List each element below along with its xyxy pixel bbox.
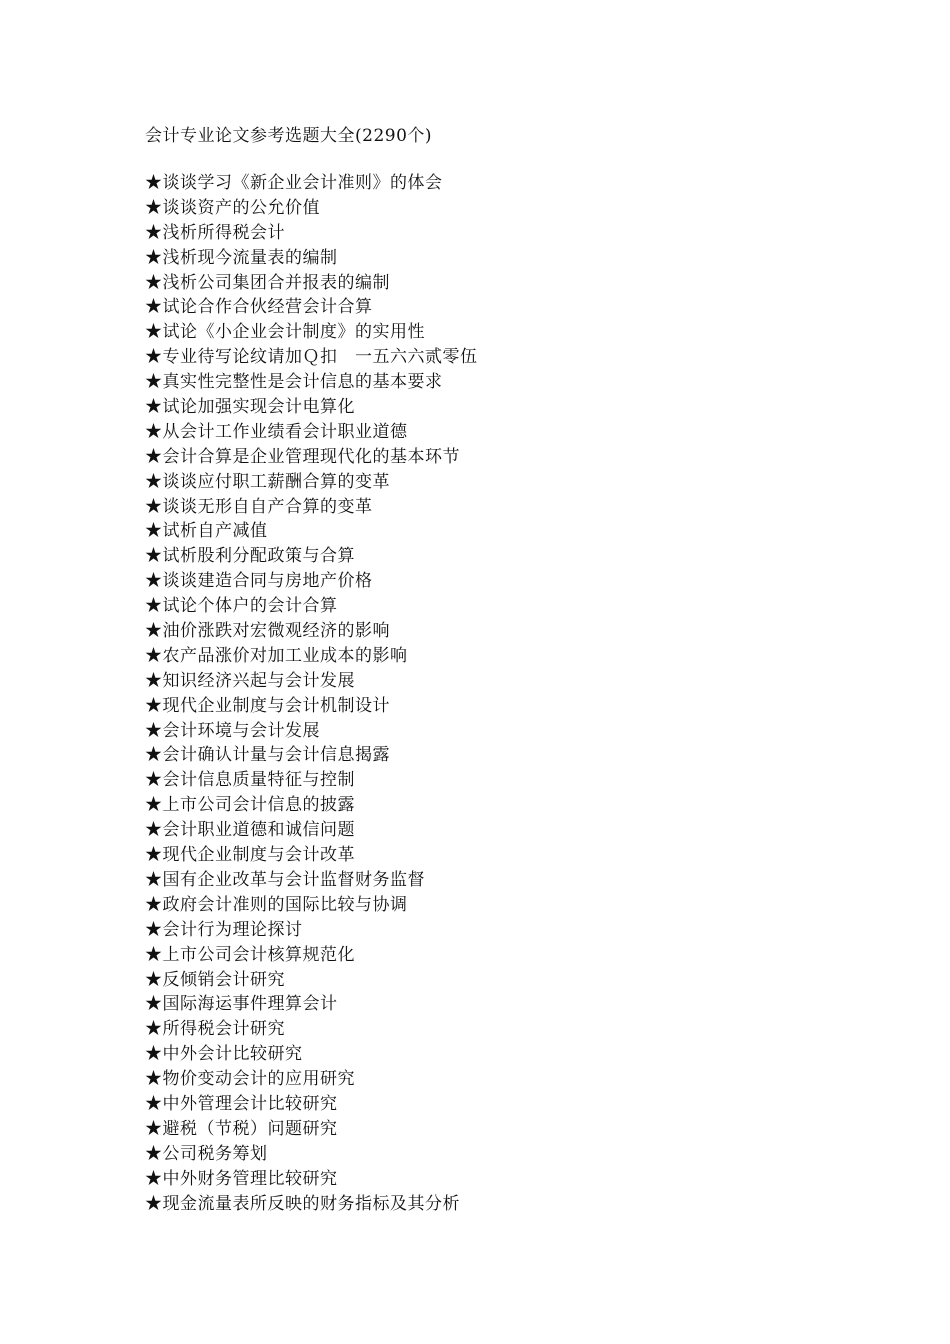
topic-text: 公司税务筹划 xyxy=(162,1143,268,1164)
star-bullet-icon: ★ xyxy=(145,745,163,766)
topic-item xyxy=(145,694,478,719)
topic-text: 所得税会计研究 xyxy=(162,1019,285,1040)
topic-text: 会计合算是企业管理现代化的基本环节 xyxy=(162,446,460,467)
topic-item xyxy=(145,295,478,320)
star-bullet-icon: ★ xyxy=(145,546,163,567)
star-bullet-icon: ★ xyxy=(145,347,163,368)
star-bullet-icon: ★ xyxy=(145,944,163,965)
star-bullet-icon: ★ xyxy=(145,372,163,393)
star-bullet-icon: ★ xyxy=(145,173,163,193)
topic-item xyxy=(145,743,478,768)
topic-text: 会计确认计量与会计信息揭露 xyxy=(162,745,390,766)
topic-text: 中外管理会计比较研究 xyxy=(162,1093,338,1114)
star-bullet-icon: ★ xyxy=(145,695,163,716)
star-bullet-icon: ★ xyxy=(145,247,163,268)
topic-item xyxy=(145,644,478,669)
topic-item xyxy=(145,345,478,370)
topic-item xyxy=(145,1042,478,1067)
star-bullet-icon: ★ xyxy=(145,397,163,418)
topic-text: 政府会计准则的国际比较与协调 xyxy=(162,894,408,915)
star-bullet-icon: ★ xyxy=(145,621,163,642)
topic-item xyxy=(145,495,478,520)
topic-item xyxy=(145,1192,478,1217)
topic-item xyxy=(145,843,478,868)
topic-text: 现金流量表所反映的财务指标及其分析 xyxy=(162,1193,460,1214)
star-bullet-icon: ★ xyxy=(145,1143,163,1164)
star-bullet-icon: ★ xyxy=(145,322,163,343)
topic-text: 试论《小企业会计制度》的实用性 xyxy=(162,322,425,343)
topic-item xyxy=(145,818,478,843)
topic-text: 物价变动会计的应用研究 xyxy=(162,1069,355,1090)
topic-text: 谈谈应付职工薪酬合算的变革 xyxy=(162,471,390,492)
star-bullet-icon: ★ xyxy=(145,1093,163,1114)
topic-item xyxy=(145,1167,478,1192)
topic-item xyxy=(145,420,478,445)
topic-item xyxy=(145,1092,478,1117)
star-bullet-icon: ★ xyxy=(145,1019,163,1040)
topic-item xyxy=(145,1017,478,1042)
star-bullet-icon: ★ xyxy=(145,272,163,293)
topic-item xyxy=(145,1067,478,1092)
topic-item xyxy=(145,271,478,296)
star-bullet-icon: ★ xyxy=(145,645,163,666)
topic-text: 谈谈建造合同与房地产价格 xyxy=(162,571,373,592)
star-bullet-icon: ★ xyxy=(145,521,163,542)
star-bullet-icon: ★ xyxy=(145,496,163,517)
topic-item xyxy=(145,594,478,619)
star-bullet-icon: ★ xyxy=(145,446,163,467)
topic-list xyxy=(145,171,478,1216)
topic-text: 油价涨跌对宏微观经济的影响 xyxy=(162,621,390,642)
star-bullet-icon: ★ xyxy=(145,820,163,841)
topic-text: 谈谈无形自自产合算的变革 xyxy=(162,496,373,517)
topic-item xyxy=(145,221,478,246)
topic-text: 试析股利分配政策与合算 xyxy=(162,546,355,567)
topic-item xyxy=(145,544,478,569)
topic-text: 中外财务管理比较研究 xyxy=(162,1168,338,1189)
topic-item xyxy=(145,943,478,968)
star-bullet-icon: ★ xyxy=(145,969,163,990)
document-title: 会计专业论文参考选题大全(2290个) xyxy=(145,126,433,146)
topic-text: 农产品涨价对加工业成本的影响 xyxy=(162,645,408,666)
star-bullet-icon: ★ xyxy=(145,471,163,492)
star-bullet-icon: ★ xyxy=(145,571,163,592)
star-bullet-icon: ★ xyxy=(145,1069,163,1090)
star-bullet-icon: ★ xyxy=(145,869,163,890)
topic-item xyxy=(145,320,478,345)
topic-text: 谈谈资产的公允价值 xyxy=(162,197,320,218)
topic-item xyxy=(145,569,478,594)
star-bullet-icon: ★ xyxy=(145,596,163,617)
topic-item xyxy=(145,893,478,918)
topic-text: 会计环境与会计发展 xyxy=(162,720,320,741)
star-bullet-icon: ★ xyxy=(145,1168,163,1189)
topic-text: 试论合作合伙经营会计合算 xyxy=(162,297,373,318)
topic-text: 浅析所得税会计 xyxy=(162,222,285,243)
topic-text: 真实性完整性是会计信息的基本要求 xyxy=(162,372,443,393)
topic-item xyxy=(145,196,478,221)
topic-text: 试论加强实现会计电算化 xyxy=(162,397,355,418)
topic-text: 谈谈学习《新企业会计准则》的体会 xyxy=(162,173,443,193)
topic-text: 反倾销会计研究 xyxy=(162,969,285,990)
star-bullet-icon: ★ xyxy=(145,197,163,218)
topic-item xyxy=(145,171,478,196)
topic-item xyxy=(145,519,478,544)
topic-text: 从会计工作业绩看会计职业道德 xyxy=(162,421,408,442)
topic-text: 会计信息质量特征与控制 xyxy=(162,770,355,791)
topic-item xyxy=(145,1117,478,1142)
topic-text: 试析自产减值 xyxy=(162,521,268,542)
topic-text: 浅析公司集团合并报表的编制 xyxy=(162,272,390,293)
star-bullet-icon: ★ xyxy=(145,919,163,940)
topic-item xyxy=(145,669,478,694)
topic-item xyxy=(145,619,478,644)
topic-item xyxy=(145,793,478,818)
topic-text: 浅析现今流量表的编制 xyxy=(162,247,338,268)
topic-text: 现代企业制度与会计机制设计 xyxy=(162,695,390,716)
star-bullet-icon: ★ xyxy=(145,1044,163,1065)
topic-item xyxy=(145,1142,478,1167)
star-bullet-icon: ★ xyxy=(145,795,163,816)
topic-text: 会计职业道德和诚信问题 xyxy=(162,820,355,841)
topic-text: 避税（节税）问题研究 xyxy=(162,1118,338,1139)
star-bullet-icon: ★ xyxy=(145,770,163,791)
star-bullet-icon: ★ xyxy=(145,894,163,915)
topic-text: 国际海运事件理算会计 xyxy=(162,994,338,1015)
star-bullet-icon: ★ xyxy=(145,994,163,1015)
topic-item xyxy=(145,246,478,271)
topic-item xyxy=(145,395,478,420)
topic-text: 试论个体户的会计合算 xyxy=(162,596,338,617)
topic-item xyxy=(145,868,478,893)
topic-text: 会计行为理论探讨 xyxy=(162,919,303,940)
star-bullet-icon: ★ xyxy=(145,421,163,442)
topic-item xyxy=(145,918,478,943)
star-bullet-icon: ★ xyxy=(145,1118,163,1139)
star-bullet-icon: ★ xyxy=(145,845,163,866)
topic-item xyxy=(145,968,478,993)
topic-item xyxy=(145,445,478,470)
topic-text: 知识经济兴起与会计发展 xyxy=(162,670,355,691)
star-bullet-icon: ★ xyxy=(145,720,163,741)
topic-text: 上市公司会计信息的披露 xyxy=(162,795,355,816)
star-bullet-icon: ★ xyxy=(145,1193,163,1214)
topic-text: 上市公司会计核算规范化 xyxy=(162,944,355,965)
star-bullet-icon: ★ xyxy=(145,297,163,318)
topic-item xyxy=(145,992,478,1017)
star-bullet-icon: ★ xyxy=(145,670,163,691)
topic-item xyxy=(145,470,478,495)
topic-item xyxy=(145,370,478,395)
topic-text: 现代企业制度与会计改革 xyxy=(162,845,355,866)
topic-text: 中外会计比较研究 xyxy=(162,1044,303,1065)
star-bullet-icon: ★ xyxy=(145,222,163,243)
topic-item xyxy=(145,768,478,793)
topic-item xyxy=(145,719,478,744)
topic-text: 专业待写论纹请加Ｑ扣 一五六六贰零伍 xyxy=(162,347,478,368)
topic-text: 国有企业改革与会计监督财务监督 xyxy=(162,869,425,890)
